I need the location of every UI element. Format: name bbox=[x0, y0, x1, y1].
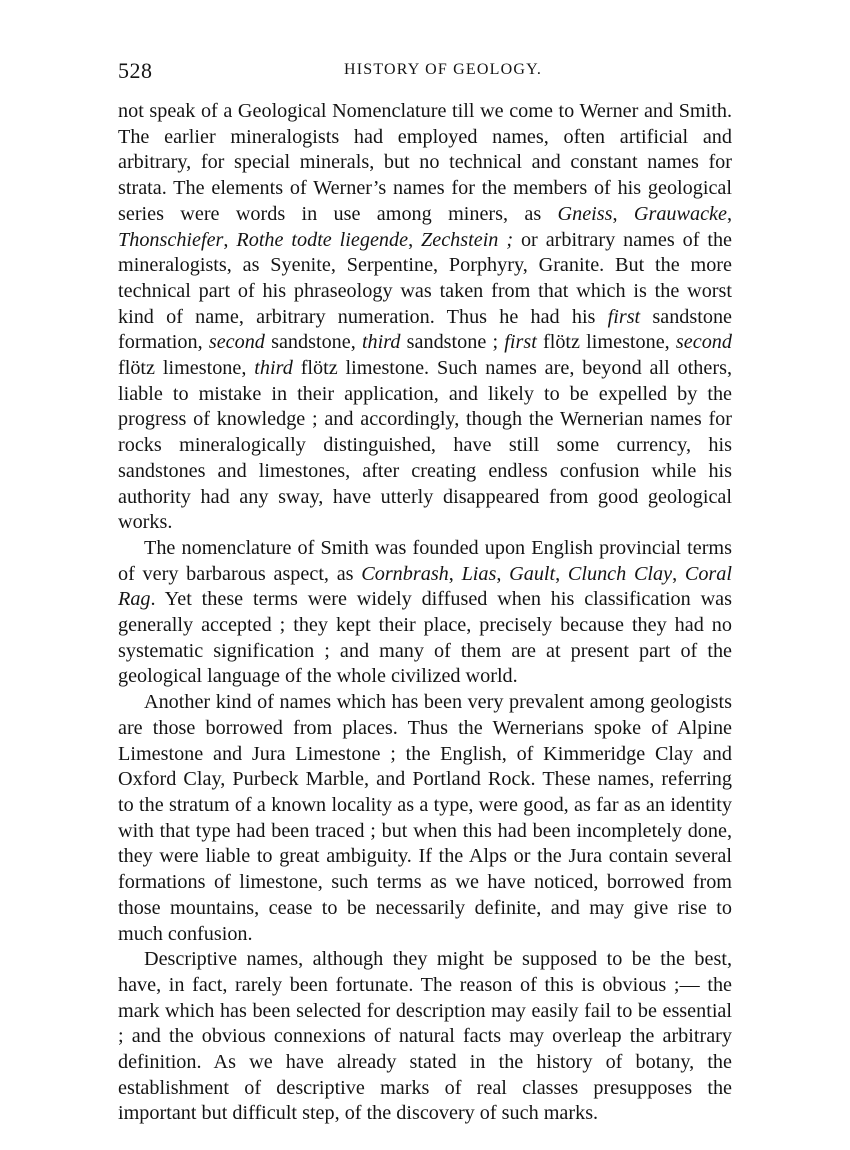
text-run: or arbitrary names of the mineralogists, as Syenite, Serpentine, Porphyry, Granite. But the more technical part of his phraseology was taken from that which is the worst kind of name, arbitrary numeration. Thus he had his bbox=[118, 228, 732, 328]
text-run: The nomenclature of Smith was founded upon English provincial terms of very barbarous aspect, as bbox=[118, 536, 732, 585]
text-run: , bbox=[408, 228, 422, 251]
italic-term: Zechstein ; bbox=[421, 228, 514, 251]
italic-term: third bbox=[254, 357, 293, 380]
italic-term: Grauwacke bbox=[633, 202, 727, 225]
italic-term: Gneiss bbox=[557, 202, 613, 225]
text-run: not speak of a Geological Nomenclature till we come to Werner and Smith. The earlier mineralogists had employed names, often artificial and arbitrary, for special minerals, but no technical and constant names for strata. The elements of Werner’s names for the members of his geological series were words in use among miners, as bbox=[118, 100, 732, 225]
text-run: , bbox=[672, 562, 685, 585]
italic-term: second bbox=[208, 331, 265, 354]
italic-term: Coral Rag bbox=[118, 562, 732, 611]
italic-term: third bbox=[361, 331, 401, 354]
text-run: , bbox=[612, 202, 634, 225]
text-run: , bbox=[555, 562, 568, 585]
text-run: , bbox=[223, 228, 237, 251]
italic-term: first bbox=[607, 305, 641, 328]
italic-term: Thonschiefer bbox=[118, 228, 224, 251]
text-run: . Yet these terms were widely diffused when his classification was generally accepted ; they kept their place, precisely because they had no systematic signification ; and many of them are at present part of the geological language of the whole civilized world. bbox=[118, 588, 732, 688]
running-title: HISTORY OF GEOLOGY. bbox=[343, 61, 543, 78]
text-run: sandstone formation, bbox=[118, 305, 732, 354]
italic-term: Cornbrash bbox=[361, 562, 449, 585]
body-text bbox=[118, 99, 732, 1127]
paragraph bbox=[118, 99, 732, 536]
page-header bbox=[118, 58, 734, 88]
text-run: Another kind of names which has been very prevalent among geologists are those borrowed from places. Thus the Wernerians spoke of Alpine Limestone and Jura Limestone ; the English, of Kimmeridge Clay and Oxford Clay, Purbeck Marble, and Portland Rock. These names, referring to the stratum of a known locality as a type, were good, as far as an identity with that type had been traced ; but when this had been incompletely done, they were liable to great ambiguity. If the Alps or the Jura contain several formations of limestone, such terms as we have noticed, borrowed from those mountains, cease to be necessarily definite, and may give rise to much confusion. bbox=[118, 691, 732, 945]
text-run: sandstone, bbox=[264, 331, 362, 354]
text-run: sandstone ; bbox=[400, 331, 505, 354]
text-run: flötz limestone, bbox=[118, 357, 255, 380]
text-run: flötz limestone, bbox=[536, 331, 676, 354]
italic-term: Rothe todte liegende bbox=[236, 228, 409, 251]
text-run: , bbox=[448, 562, 462, 585]
page-number: 528 bbox=[118, 58, 153, 83]
italic-term: first bbox=[504, 331, 537, 354]
italic-term: Clunch Clay bbox=[567, 562, 673, 585]
text-run: flötz limestone. Such names are, beyond all others, liable to mistake in their application, and likely to be expelled by the progress of knowledge ; and accordingly, though the Wernerian names for rocks mineralogically distinguished, have still some currency, his sandstones and limestones, after creating endless confusion while his authority had any sway, have utterly disappeared from good geological works. bbox=[118, 357, 732, 534]
italic-term: Gault bbox=[509, 562, 556, 585]
text-run: , bbox=[726, 202, 733, 225]
paragraph bbox=[118, 690, 732, 947]
italic-term: second bbox=[675, 331, 732, 354]
italic-term: Lias bbox=[461, 562, 497, 585]
text-run: Descriptive names, although they might be supposed to be the best, have, in fact, rarely been fortunate. The reason of this is obvious ;— the mark which has been selected for description may easily fail to be essential ; and the obvious connexions of natural facts may overleap the arbitrary definition. As we have already stated in the history of botany, the establishment of descriptive marks of real classes presupposes the important but difficult step, of the discovery of such marks. bbox=[118, 948, 732, 1125]
paragraph bbox=[118, 536, 732, 690]
text-run: , bbox=[496, 562, 510, 585]
paragraph bbox=[118, 947, 732, 1127]
